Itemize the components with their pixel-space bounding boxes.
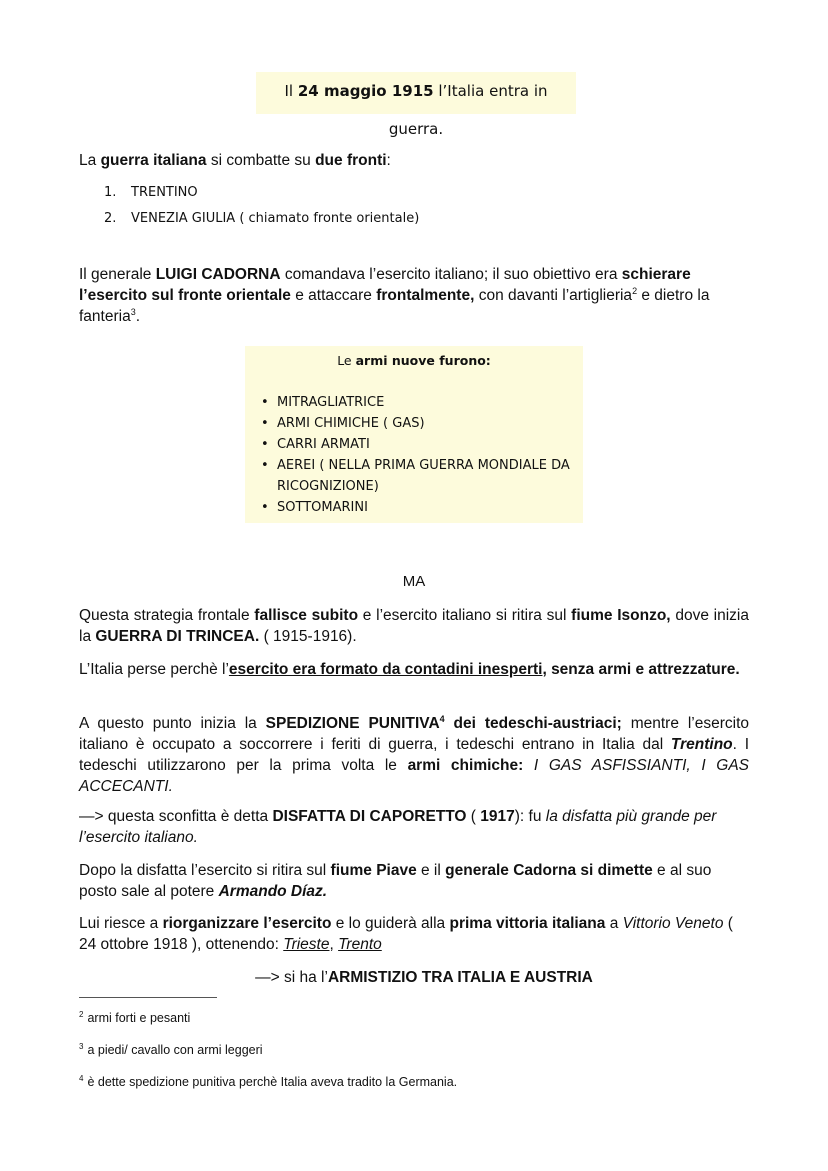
text-span: Questa strategia frontale xyxy=(79,607,255,624)
text-span: Lui riesce a xyxy=(79,915,163,932)
text-span: L’Italia perse perchè l’ xyxy=(79,661,229,678)
bold-span: DISFATTA DI CAPORETTO xyxy=(272,808,467,825)
text-span: Le xyxy=(337,353,356,368)
bold-span: armi nuove furono: xyxy=(355,353,491,368)
paragraph-caporetto xyxy=(79,806,749,848)
weapons-title xyxy=(245,353,583,368)
text-span: Dopo la disfatta l’esercito si ritira sul xyxy=(79,862,331,879)
text-span: mentre l’esercito italiano è occupato a soccorrere i feriti di guerra, i tedeschi entrano in Italia dal xyxy=(79,715,750,753)
text-span: , xyxy=(329,936,339,953)
text-span: ( 1915-1916). xyxy=(259,628,357,645)
italic-span: Vittorio Veneto xyxy=(622,915,724,932)
fronts-list xyxy=(104,180,419,232)
list-label: SOTTOMARINI xyxy=(277,500,368,515)
bold-span: armi chimiche: xyxy=(407,757,524,774)
bold-span: GUERRA DI TRINCEA. xyxy=(95,628,260,645)
list-number: 2. xyxy=(104,211,117,226)
list-label: AEREI ( NELLA PRIMA GUERRA MONDIALE DA RICOGNIZIONE) xyxy=(277,458,570,494)
footnote-mark: 3 xyxy=(79,1041,84,1051)
text-span: ): fu xyxy=(514,808,546,825)
footnote-divider xyxy=(79,997,217,998)
text-span: dove inizia la xyxy=(79,607,749,645)
text-span: e al suo posto sale al potere xyxy=(79,862,712,900)
text-span: e lo guiderà alla xyxy=(331,915,450,932)
list-item xyxy=(104,206,419,232)
footnote-mark: 2 xyxy=(79,1009,84,1019)
list-item xyxy=(259,455,577,497)
list-label: CARRI ARMATI xyxy=(277,437,370,452)
bold-span: ARMISTIZIO TRA ITALIA E AUSTRIA xyxy=(327,969,593,986)
bold-span: dei tedeschi-austriaci; xyxy=(444,715,622,732)
paragraph-piave xyxy=(79,860,749,902)
footnote xyxy=(79,1074,457,1090)
paragraph-defeat-reason xyxy=(79,659,749,680)
title-date: 24 maggio 1915 xyxy=(297,82,434,100)
bold-span: guerra italiana xyxy=(100,152,207,169)
bold-span: schierare l’esercito sul fronte orientale xyxy=(79,266,691,304)
bold-span: due fronti xyxy=(315,152,387,169)
bold-italic-span: Trentino xyxy=(670,736,733,753)
bold-span: LUIGI CADORNA xyxy=(155,266,281,283)
bullet-icon: • xyxy=(261,395,269,410)
text-span: e dietro la fanteria xyxy=(79,287,710,325)
weapons-list xyxy=(259,392,579,518)
text-span: a xyxy=(605,915,623,932)
italic-span: I GAS ASFISSIANTI, I GAS ACCECANTI. xyxy=(79,757,749,795)
bold-span: 1917 xyxy=(480,808,515,825)
paragraph-punitive-expedition xyxy=(79,713,749,797)
text-span: : xyxy=(386,152,391,169)
footnote-mark: 4 xyxy=(79,1073,84,1083)
text-span: —> questa sconfitta è detta xyxy=(79,808,273,825)
bold-italic-span: Armando Díaz. xyxy=(218,883,328,900)
text-span: comandava l’esercito italiano; il suo obiettivo era xyxy=(280,266,622,283)
footnote xyxy=(79,1042,263,1058)
paragraph-vittorio-veneto xyxy=(79,913,749,955)
bold-span: fiume Isonzo, xyxy=(571,607,671,624)
list-label: MITRAGLIATRICE xyxy=(277,395,385,410)
bullet-icon: • xyxy=(261,416,269,431)
paragraph-isonzo xyxy=(79,605,749,647)
text-span: con davanti l’artiglieria xyxy=(474,287,633,304)
list-item xyxy=(104,180,419,206)
bold-span: fallisce subito xyxy=(254,607,359,624)
footnote-text: armi forti e pesanti xyxy=(87,1011,191,1025)
footnote xyxy=(79,1010,190,1026)
text-span: ( 24 ottobre 1918 ), ottenendo: xyxy=(79,915,733,953)
bold-span: , senza armi e attrezzature. xyxy=(542,661,740,678)
bold-span: prima vittoria italiana xyxy=(449,915,606,932)
bold-span: fiume Piave xyxy=(330,862,417,879)
text-span: Il generale xyxy=(79,266,156,283)
text-span: —> si ha l’ xyxy=(255,969,328,986)
italic-underline-span: Trieste xyxy=(283,936,330,953)
footnote-ref: 3 xyxy=(130,306,136,317)
footnote-text: è dette spedizione punitiva perchè Italia aveva tradito la Germania. xyxy=(87,1075,458,1089)
bullet-icon: • xyxy=(261,500,269,515)
text-span: e il xyxy=(416,862,446,879)
list-item xyxy=(259,434,579,455)
bold-underline-span: esercito era formato da contadini inesperti xyxy=(228,661,543,678)
bullet-icon: • xyxy=(261,458,269,473)
weapons-highlight-box xyxy=(245,346,583,523)
text-span: . I tedeschi utilizzarono per la prima volta le xyxy=(79,736,750,774)
footnote-text: a piedi/ cavallo con armi leggeri xyxy=(87,1043,263,1057)
bold-span: riorganizzare l’esercito xyxy=(162,915,332,932)
text-span: e l’esercito italiano si ritira sul xyxy=(358,607,572,624)
list-item xyxy=(259,413,579,434)
list-number: 1. xyxy=(104,185,117,200)
fronts-intro xyxy=(79,150,749,171)
title-suffix: l’Italia entra in guerra. xyxy=(388,82,548,138)
bold-span: generale Cadorna si dimette xyxy=(445,862,653,879)
text-span: si combatte su xyxy=(206,152,316,169)
footnote-ref: 4 xyxy=(439,713,445,724)
title-highlight-box xyxy=(256,72,576,138)
bold-span: frontalmente, xyxy=(376,287,475,304)
list-label: TRENTINO xyxy=(131,185,198,200)
text-span: La xyxy=(79,152,101,169)
italic-span: la disfatta più grande per l’esercito italiano. xyxy=(79,808,717,846)
armistice-line xyxy=(0,967,828,988)
bold-span: SPEDIZIONE PUNITIVA xyxy=(265,715,440,732)
text-span: A questo punto inizia la xyxy=(79,715,266,732)
list-label: VENEZIA GIULIA ( chiamato fronte orientale) xyxy=(131,211,420,226)
title-prefix: Il xyxy=(284,82,298,100)
text-span: ( xyxy=(466,808,481,825)
text-span: . xyxy=(135,308,141,325)
list-item xyxy=(259,497,579,518)
footnote-ref: 2 xyxy=(632,285,638,296)
bullet-icon: • xyxy=(261,437,269,452)
section-divider-ma: MA xyxy=(402,573,426,590)
text-span: e attaccare xyxy=(290,287,377,304)
list-item xyxy=(259,392,579,413)
cadorna-paragraph xyxy=(79,264,749,327)
italic-underline-span: Trento xyxy=(338,936,382,953)
list-label: ARMI CHIMICHE ( GAS) xyxy=(277,416,425,431)
